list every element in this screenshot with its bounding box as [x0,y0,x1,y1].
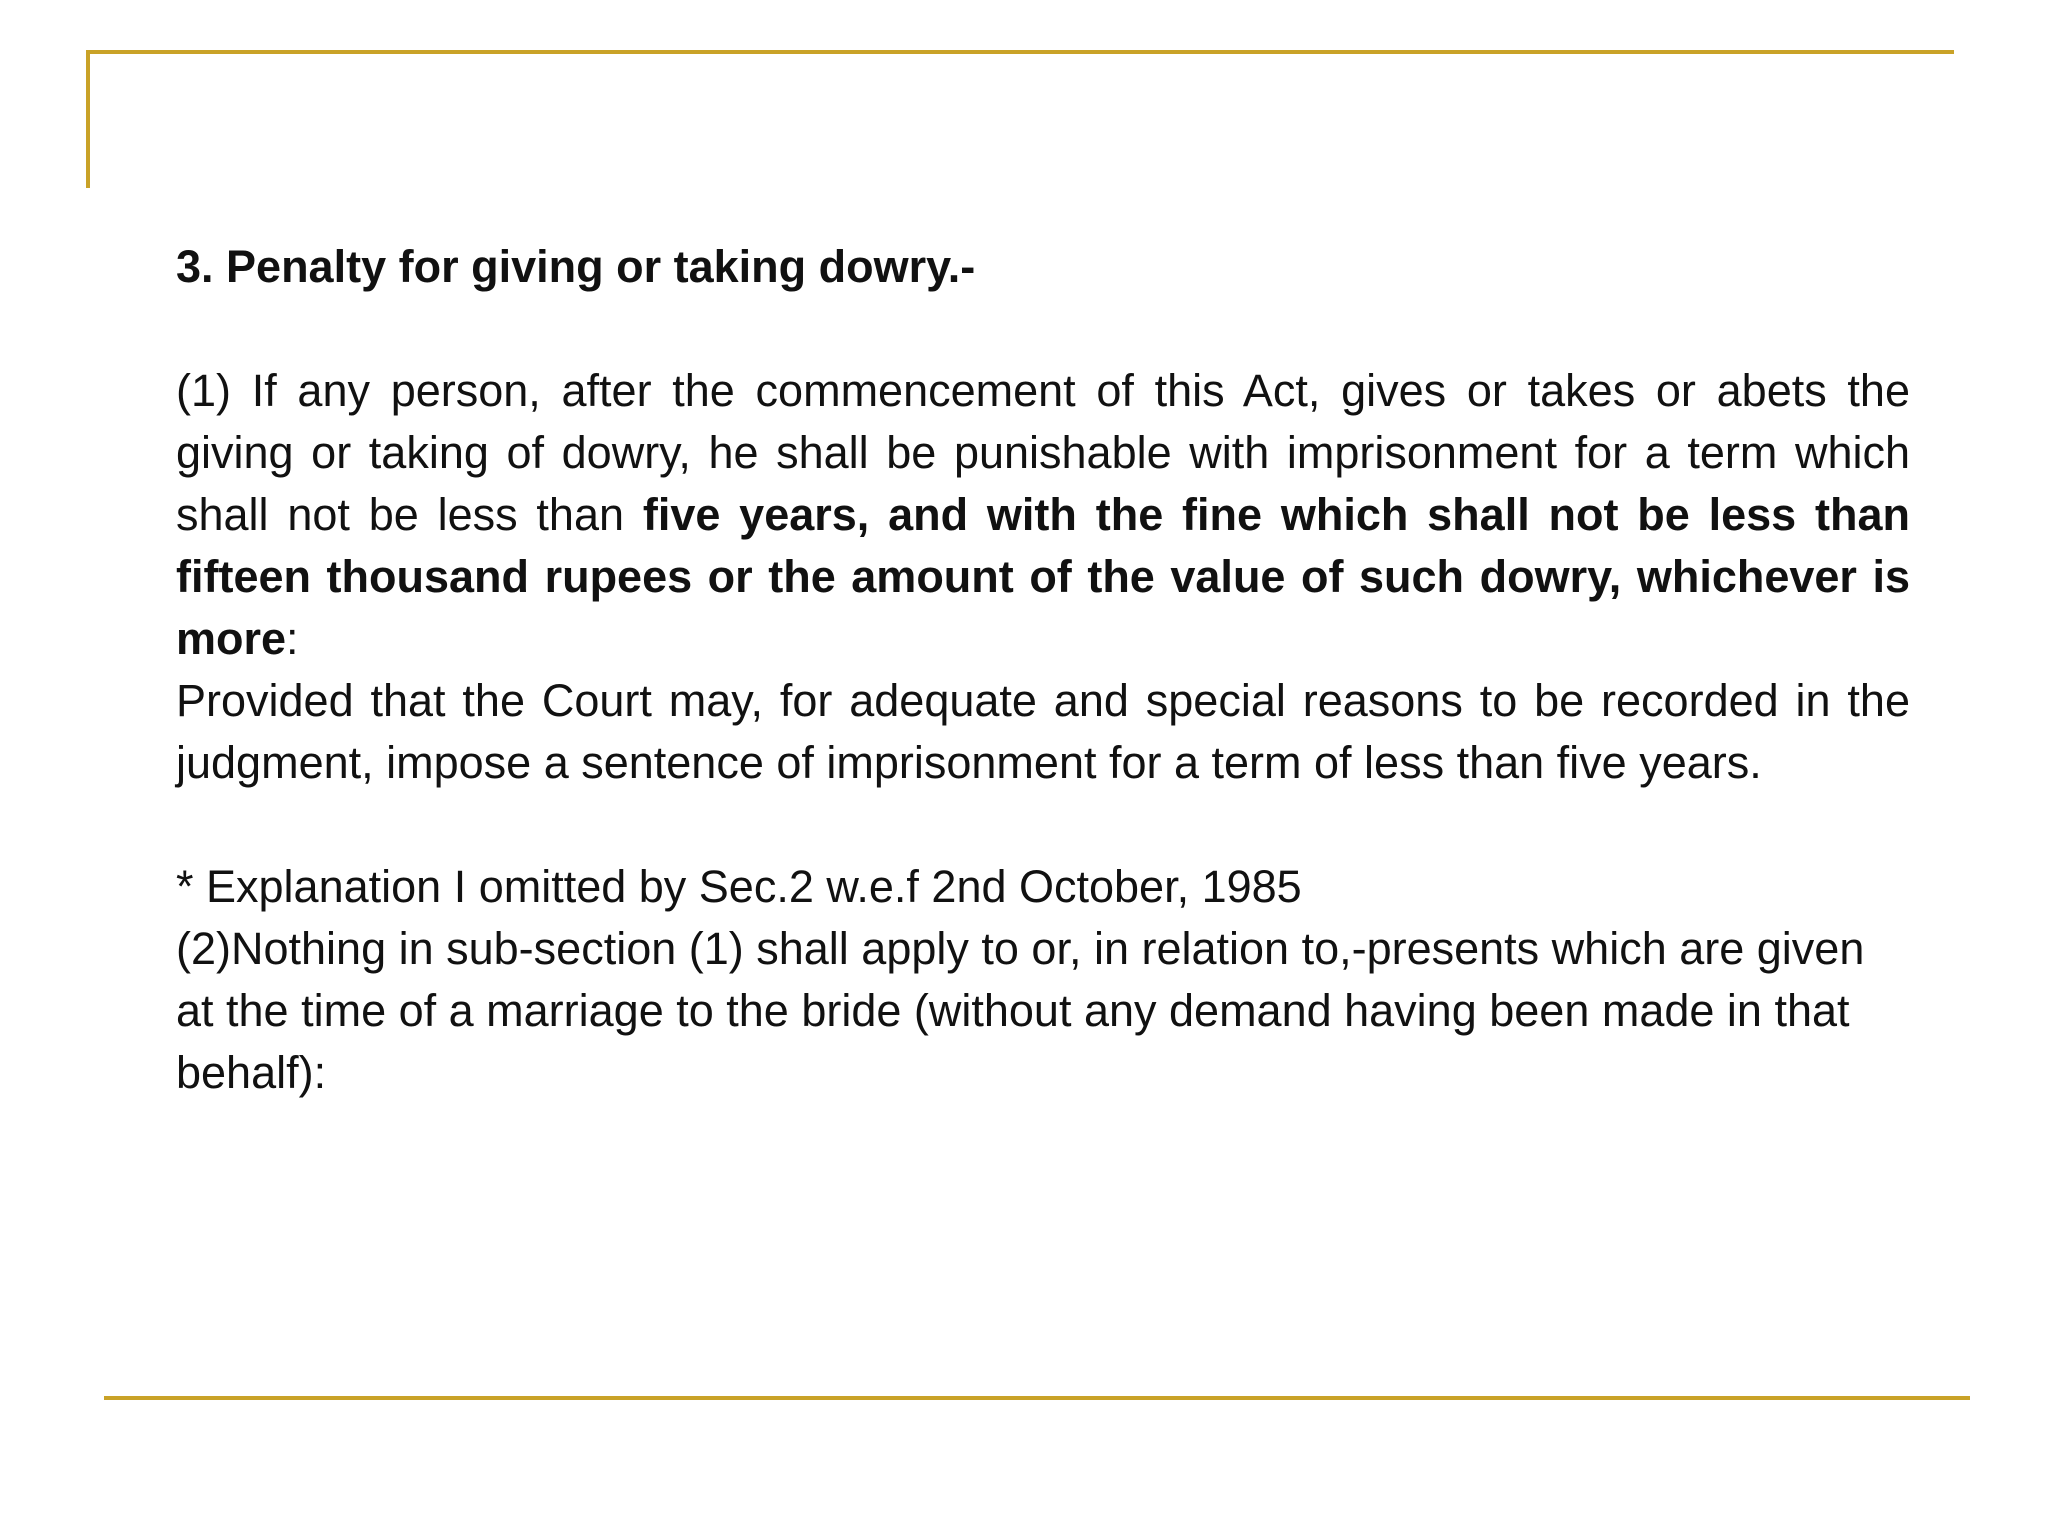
explanation-note: * Explanation I omitted by Sec.2 w.e.f 2nd October, 1985 [176,861,1302,912]
subsection-2: (2)Nothing in sub-section (1) shall apply to or, in relation to,-presents which are given at the time of a marriage to the bride (without any demand having been made in that behalf): [176,923,1865,1098]
spacer [176,794,1910,856]
subsection-1-text: (1) If any person, after the commencement of this Act, gives or takes or abets the giving or taking of dowry, he shall be punishable with imprisonment for a term which shall not be less than [176,365,1910,540]
slide-content [176,236,1910,1104]
left-rule [86,50,90,188]
subsection-1-bold-penalty: five years, and with the fine which shall not be less than fifteen thousand rupees or the amount of the value of such dowry, whichever is more [176,489,1910,664]
top-rule [86,50,1954,54]
bottom-rule [104,1396,1970,1400]
section-heading: 3. Penalty for giving or taking dowry.- [176,241,976,292]
proviso: Provided that the Court may, for adequate and special reasons to be recorded in the judgment, impose a sentence of imprisonment for a term of less than five years. [176,675,1910,788]
subsection-1-colon: : [286,613,299,664]
subsection-1 [176,360,1910,670]
